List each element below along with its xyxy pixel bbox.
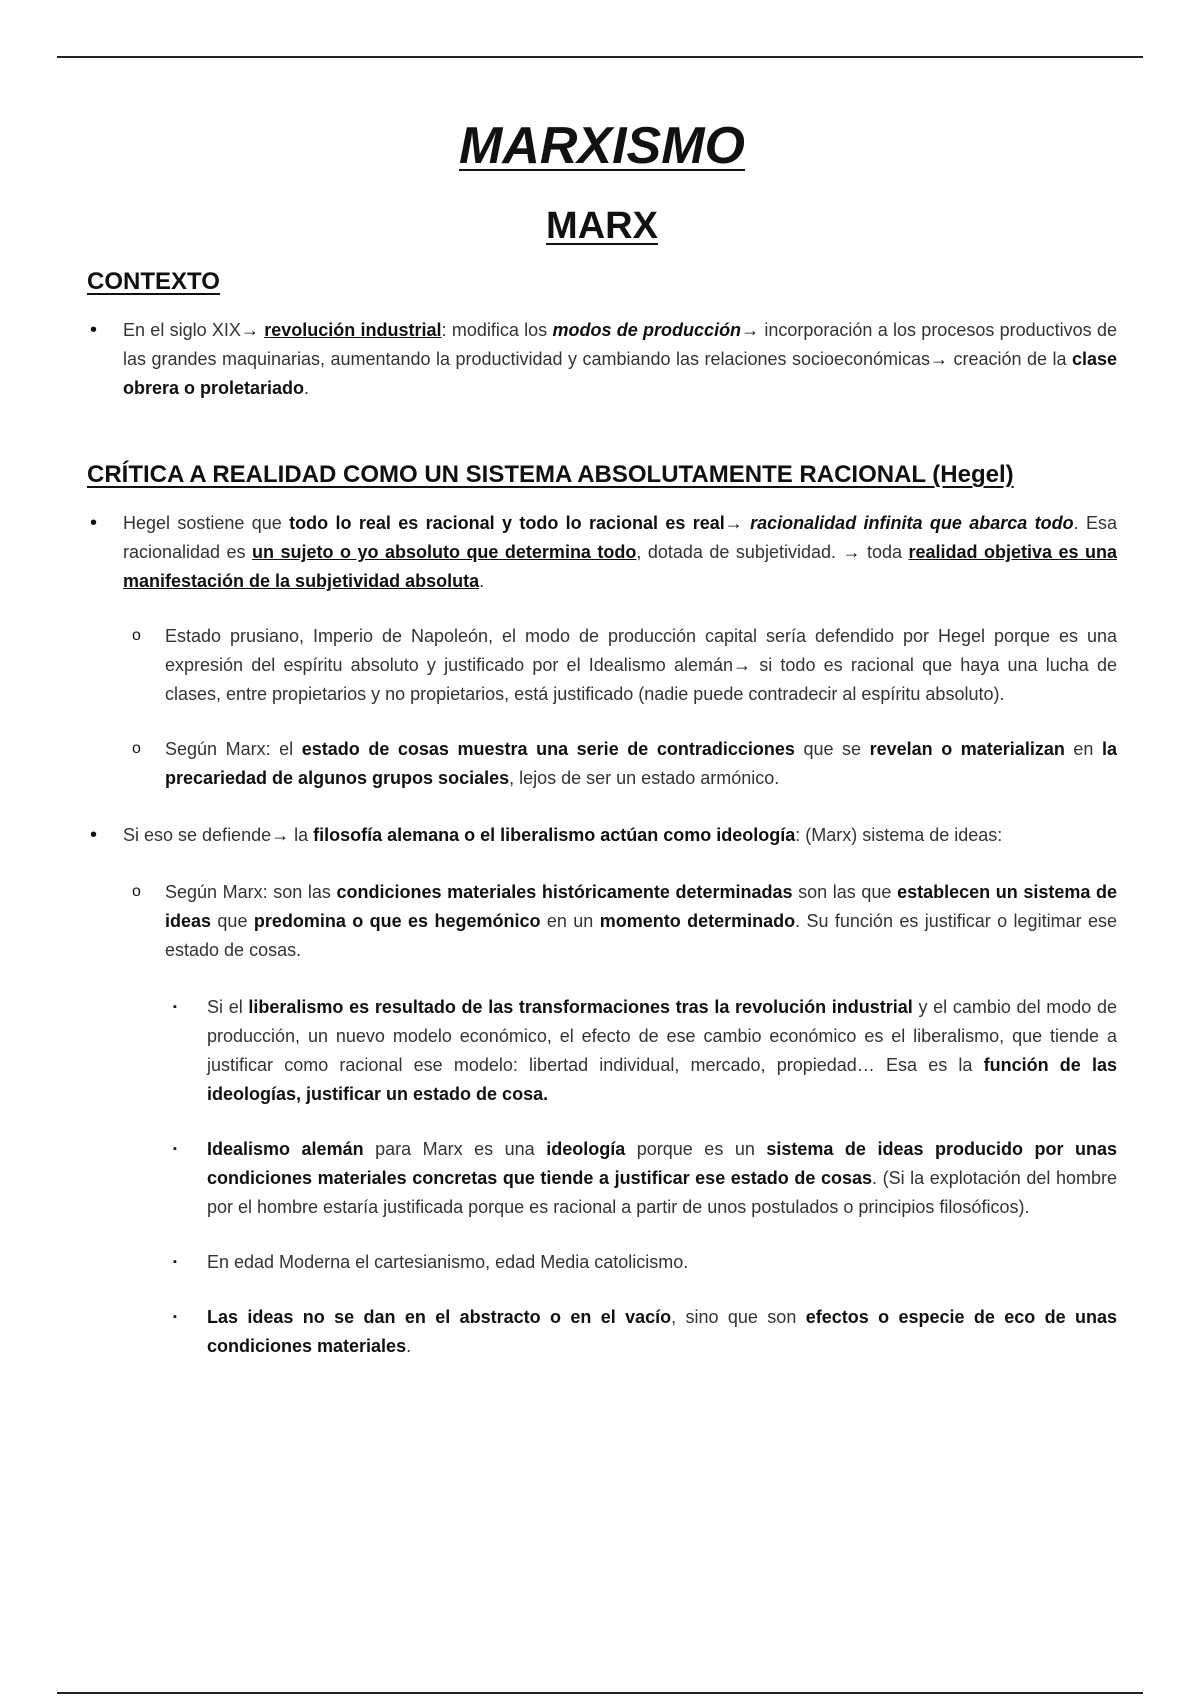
bullet-marker: • [90, 512, 98, 534]
document-page [87, 110, 1117, 1361]
section-heading-critica: CRÍTICA A REALIDAD COMO UN SISTEMA ABSOLUTAMENTE RACIONAL (Hegel) [87, 461, 1014, 488]
text-run: Si eso se defiende [123, 825, 272, 845]
text-run: En edad Moderna el cartesianismo, edad Media catolicismo. [207, 1252, 689, 1272]
text-run: racionalidad infinita que abarca todo [750, 513, 1074, 533]
circle-marker: o [132, 627, 141, 644]
text-run: filosofía alemana o el liberalismo actúan como ideología [313, 825, 796, 845]
text-run: predomina o que es hegemónico [253, 911, 541, 931]
text-run: Según Marx: el [165, 739, 302, 759]
text-run: : (Marx) sistema de ideas: [795, 825, 1003, 845]
text-run: , lejos de ser un estado armónico. [509, 768, 780, 788]
text-run: un sujeto o yo absoluto que determina todo [252, 542, 637, 562]
section-heading-contexto: CONTEXTO [87, 268, 220, 295]
text-run: modos de producción [552, 320, 742, 340]
list-item-ideas [173, 1303, 1117, 1361]
text-run: creación de la [948, 349, 1072, 369]
text-run: revolución industrial [264, 320, 442, 340]
text-run: para Marx es una [363, 1139, 547, 1159]
text-run: Las ideas no se dan en el abstracto o en el vacío [207, 1307, 672, 1327]
text-run: la precariedad de algunos grupos sociales [165, 739, 1117, 788]
list-item-idealismo-aleman [173, 1135, 1118, 1222]
text-run: : modifica los [441, 320, 553, 340]
bullet-marker: • [90, 824, 98, 846]
list-item-ideologia [90, 821, 1117, 850]
text-run: ideología [546, 1139, 626, 1159]
square-marker: ▪ [173, 1001, 177, 1013]
list-item-condiciones-materiales [132, 878, 1117, 965]
text-run: . [406, 1336, 412, 1356]
square-marker: ▪ [173, 1143, 177, 1155]
text-run: si todo es racional que haya una lucha de clases, entre propietarios y no propietarios, está justificado (nadie puede contradecir al espíritu absoluto). [165, 655, 1117, 704]
text-run: . (Si la explotación del hombre por el hombre estaría justificada porque es racional a partir de unos postulados o principios filosóficos). [207, 1168, 1117, 1217]
text-run: En el siglo XIX [123, 320, 241, 340]
text-run: clase obrera o proletariado [123, 349, 1117, 398]
text-run: en [1064, 739, 1102, 759]
text-run: que [211, 911, 254, 931]
text-run: sistema de ideas producido por unas condiciones materiales concretas que tiende a justificar ese estado de cosas [207, 1139, 1118, 1188]
text-run: estado de cosas muestra una serie de contradicciones [301, 739, 795, 759]
square-marker: ▪ [173, 1256, 177, 1268]
arrow-icon: → [271, 825, 290, 845]
arrow-icon: → [741, 320, 760, 340]
text-run: , sino que son [671, 1307, 806, 1327]
bullet-marker: • [90, 319, 98, 341]
circle-marker: o [132, 740, 141, 757]
text-run: que se [794, 739, 870, 759]
text-run: Idealismo alemán [207, 1139, 364, 1159]
list-item-liberalismo [173, 993, 1117, 1109]
document-title: MARXISMO [459, 117, 745, 175]
text-run: . [479, 571, 485, 591]
list-item-edades [173, 1248, 1117, 1277]
arrow-icon: → [930, 349, 949, 369]
list-item-contexto [90, 316, 1117, 403]
square-marker: ▪ [173, 1311, 177, 1323]
text-run: Hegel sostiene que [123, 513, 290, 533]
text-run: porque es un [625, 1139, 767, 1159]
text-run: efectos o especie de eco de unas condiciones materiales [207, 1307, 1117, 1356]
text-run: . Esa racionalidad es [123, 513, 1117, 562]
text-run: Según Marx: son las [165, 882, 337, 902]
text-run: función de las ideologías, justificar un estado de cosa. [207, 1055, 1117, 1104]
text-run: y el cambio del modo de producción, un nuevo modelo económico, el efecto de ese cambio económico es el liberalismo, que tiende a justificar como racional ese modelo: libertad individual, mercado, propiedad… Esa es la [207, 997, 1117, 1075]
text-run: Estado prusiano, Imperio de Napoleón, el modo de producción capital sería defendido por Hegel porque es una expresión del espíritu absoluto y justificado por el Idealismo alemán [165, 626, 1117, 675]
text-run: revelan o materializan [869, 739, 1065, 759]
text-run: establecen un sistema de ideas [165, 882, 1117, 931]
text-run: Si el [207, 997, 249, 1017]
arrow-icon: → [724, 513, 743, 533]
text-run: liberalismo es resultado de las transformaciones tras la revolución industrial [248, 997, 913, 1017]
document-subtitle: MARX [546, 205, 658, 247]
arrow-icon: → [733, 655, 752, 675]
text-run: la [289, 825, 314, 845]
text-run: en un [540, 911, 600, 931]
text-run: . [304, 378, 310, 398]
arrow-icon: → [842, 542, 861, 562]
text-run: , dotada de subjetividad. [636, 542, 843, 562]
bottom-rule [57, 1692, 1143, 1694]
arrow-icon: → [240, 320, 259, 340]
text-run: realidad objetiva es una manifestación de la subjetividad absoluta [123, 542, 1117, 591]
list-item-estado-prusiano [132, 622, 1117, 709]
text-run: todo lo real es racional y todo lo racional es real [289, 513, 725, 533]
list-item-segun-marx [132, 735, 1117, 793]
text-run: . Su función es justificar o legitimar ese estado de cosas. [165, 911, 1117, 960]
text-run: toda [860, 542, 909, 562]
text-run: son las que [792, 882, 898, 902]
list-item-hegel [90, 509, 1117, 596]
text-run: condiciones materiales históricamente determinadas [336, 882, 793, 902]
top-rule [57, 56, 1143, 58]
text-run: incorporación a los procesos productivos de las grandes maquinarias, aumentando la productividad y cambiando las relaciones socioeconómicas [123, 320, 1117, 369]
circle-marker: o [132, 883, 141, 900]
text-run: momento determinado [599, 911, 796, 931]
